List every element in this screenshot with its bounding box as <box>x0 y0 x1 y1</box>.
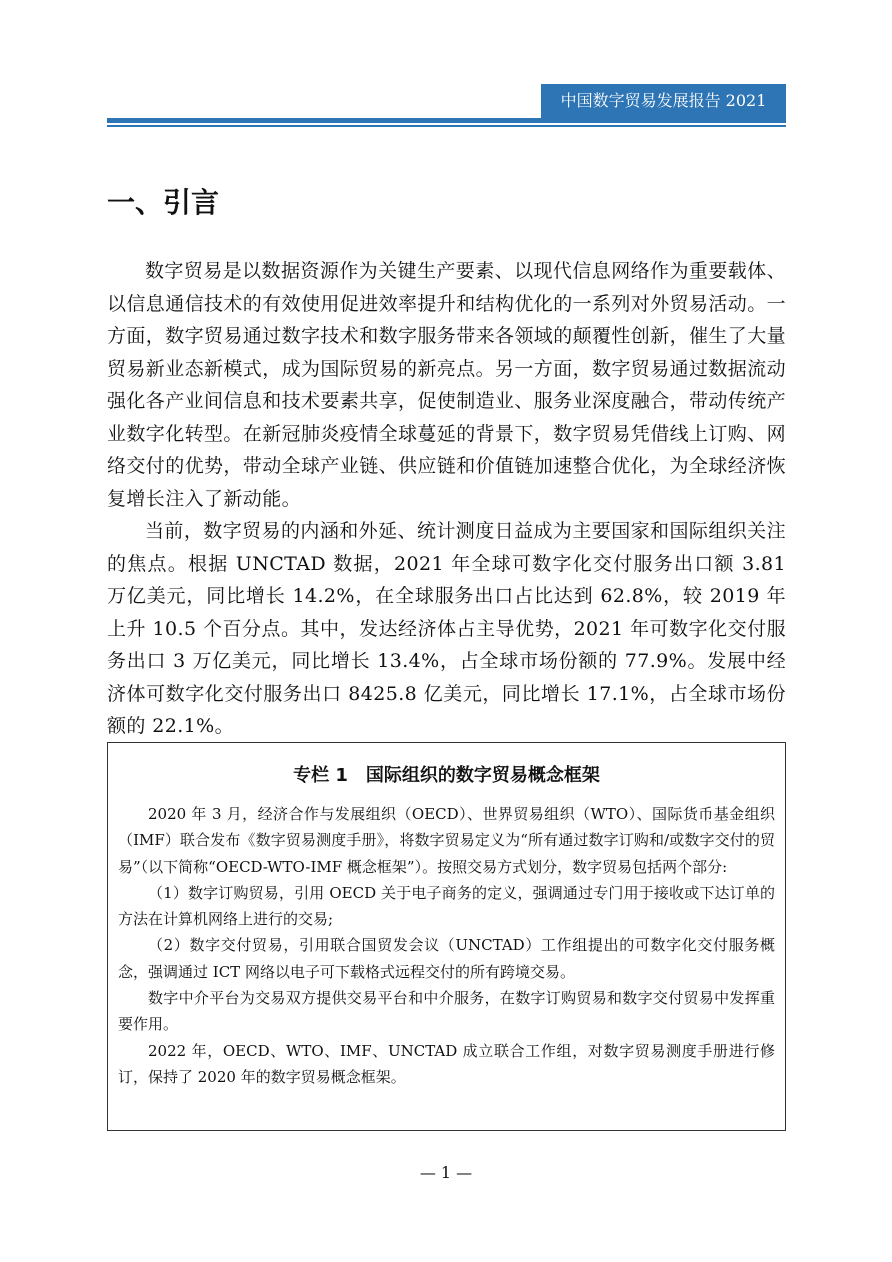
section-title: 一、引言 <box>107 186 220 219</box>
box-paragraph: （1）数字订购贸易，引用 OECD 关于电子商务的定义，强调通过专门用于接收或下达订单的方法在计算机网络上进行的交易; <box>118 883 775 929</box>
body-paragraph: 数字贸易是以数据资源作为关键生产要素、以现代信息网络作为重要载体、以信息通信技术的有效使用促进效率提升和结构优化的一系列对外贸易活动。一方面，数字贸易通过数字技术和数字服务带来各领域的颠覆性创新，催生了大量贸易新业态新模式，成为国际贸易的新亮点。另一方面，数字贸易通过数据流动强化各产业间信息和技术要素共享，促使制造业、服务业深度融合，带动传统产业数字化转型。在新冠肺炎疫情全球蔓延的背景下，数字贸易凭借线上订购、网络交付的优势，带动全球产业链、供应链和价值链加速整合优化，为全球经济恢复增长注入了新动能。 <box>107 260 787 510</box>
body-text <box>107 255 786 743</box>
box-paragraph: （2）数字交付贸易，引用联合国贸发会议（UNCTAD）工作组提出的可数字化交付服务概念，强调通过 ICT 网络以电子可下载格式远程交付的所有跨境交易。 <box>118 936 775 981</box>
sidebar-box-column <box>107 742 786 1131</box>
body-paragraph: 当前，数字贸易的内涵和外延、统计测度日益成为主要国家和国际组织关注的焦点。根据 UNCTAD 数据，2021 年全球可数字化交付服务出口额 3.81 万亿美元，同比增长 14.2%，在全球服务出口占比达到 62.8%，较 2019 年上升 10.5 个百分点。其中，发达经济体占主导优势，2021 年可数字化交付服务出口 3 万亿美元，同比增长 13.4%，占全球市场份额的 77.9%。发展中经济体可数字化交付服务出口 8425.8 亿美元，同比增长 17.1%，占全球市场份额的 22.1%。 <box>107 520 786 737</box>
box-paragraph: 2022 年，OECD、WTO、IMF、UNCTAD 成立联合工作组，对数字贸易测度手册进行修订，保持了 2020 年的数字贸易概念框架。 <box>118 1041 775 1086</box>
box-body <box>118 801 775 1090</box>
header-rule-thick <box>107 118 786 123</box>
box-title: 专栏 1 国际组织的数字贸易概念框架 <box>293 765 600 786</box>
box-paragraph: 2020 年 3 月，经济合作与发展组织（OECD）、世界贸易组织（WTO）、国际货币基金组织（IMF）联合发布《数字贸易测度手册》，将数字贸易定义为“所有通过数字订购和/或数字交付的贸易”（以下简称“OECD-WTO-IMF 概念框架”）。按照交易方式划分，数字贸易包括两个部分: <box>118 805 775 876</box>
header-rule-thin <box>107 125 786 127</box>
page-number: — 1 — <box>419 1163 473 1182</box>
box-paragraph: 数字中介平台为交易双方提供交易平台和中介服务，在数字订购贸易和数字交付贸易中发挥重要作用。 <box>118 989 775 1034</box>
report-header-title: 中国数字贸易发展报告 2021 <box>541 84 786 118</box>
